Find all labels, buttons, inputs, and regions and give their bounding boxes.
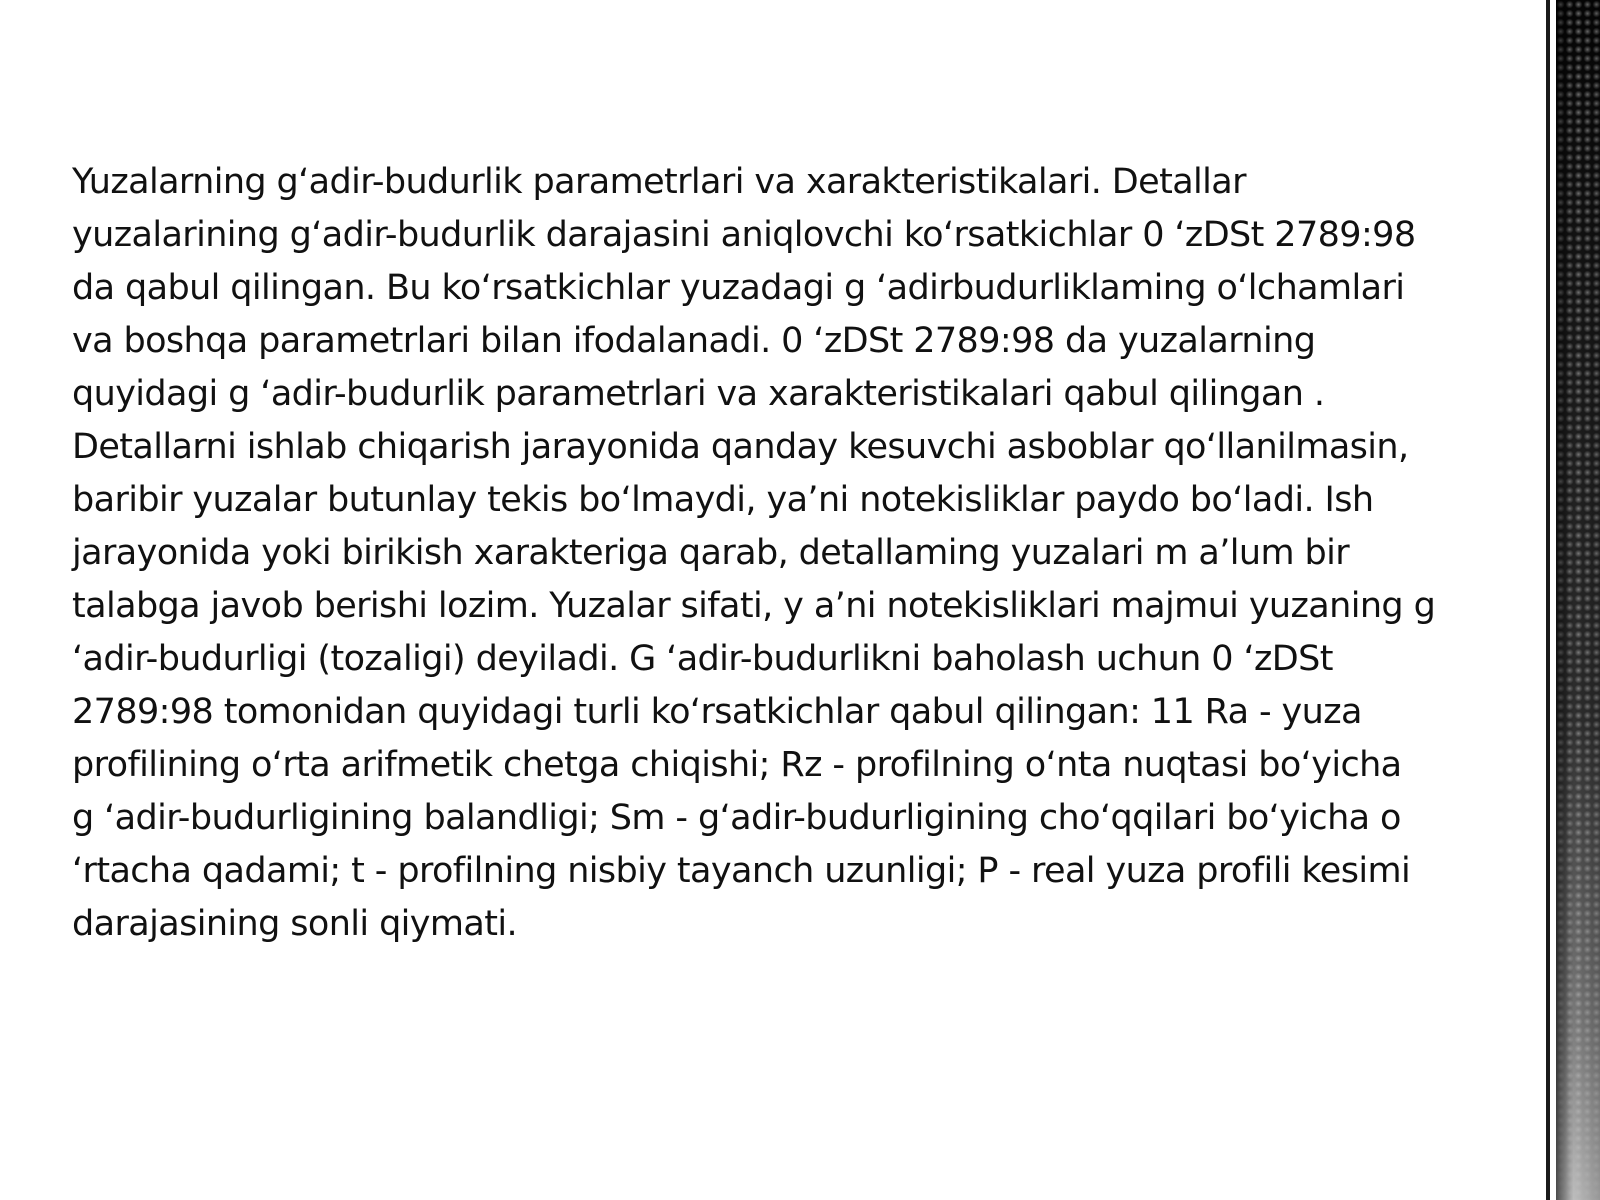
edge-divider-line: [1546, 0, 1550, 1200]
decorative-edge-band: [1556, 0, 1600, 1200]
slide-body-text: Yuzalarning g‘adir-budurlik parametrlari va xarakteristikalari. Detallar yuzalarining g‘adir-budurlik darajasini aniqlovchi ko‘rsatkichlar 0 ‘zDSt 2789:98 da qabul qilingan. Bu ko‘rsatkichlar yuzadagi g ‘adirbudurliklaming o‘lchamlari va boshqa parametrlari bilan ifodalanadi. 0 ‘zDSt 2789:98 da yuzalarning quyidagi g ‘adir-budurlik parametrlari va xarakteristikalari qabul qilingan . Detallarni ishlab chiqarish jarayonida qanday kesuvchi asboblar qo‘llanilmasin, baribir yuzalar butunlay tekis bo‘lmaydi, ya’ni notekisliklar paydo bo‘ladi. Ish jarayonida yoki birikish xarakteriga qarab, detallaming yuzalari m a’lum bir talabga javob berishi lozim. Yuzalar sifati, y a’ni notekisliklari majmui yuzaning g ‘adir-budurligi (tozaligi) deyiladi. G ‘adir-budurlikni baholash uchun 0 ‘zDSt 2789:98 tomonidan quyidagi turli ko‘rsatkichlar qabul qilingan: 11 Ra - yuza profilining o‘rta arifmetik chetga chiqishi; Rz - profilning o‘nta nuqtasi bo‘yicha g ‘adir-budurligining balandligi; Sm - g‘adir-budurligining cho‘qqilari bo‘yicha o ‘rtacha qadami; t - profilning nisbiy tayanch uzunligi; P - real yuza profili kesimi darajasining sonli qiymati.: [72, 162, 1436, 944]
